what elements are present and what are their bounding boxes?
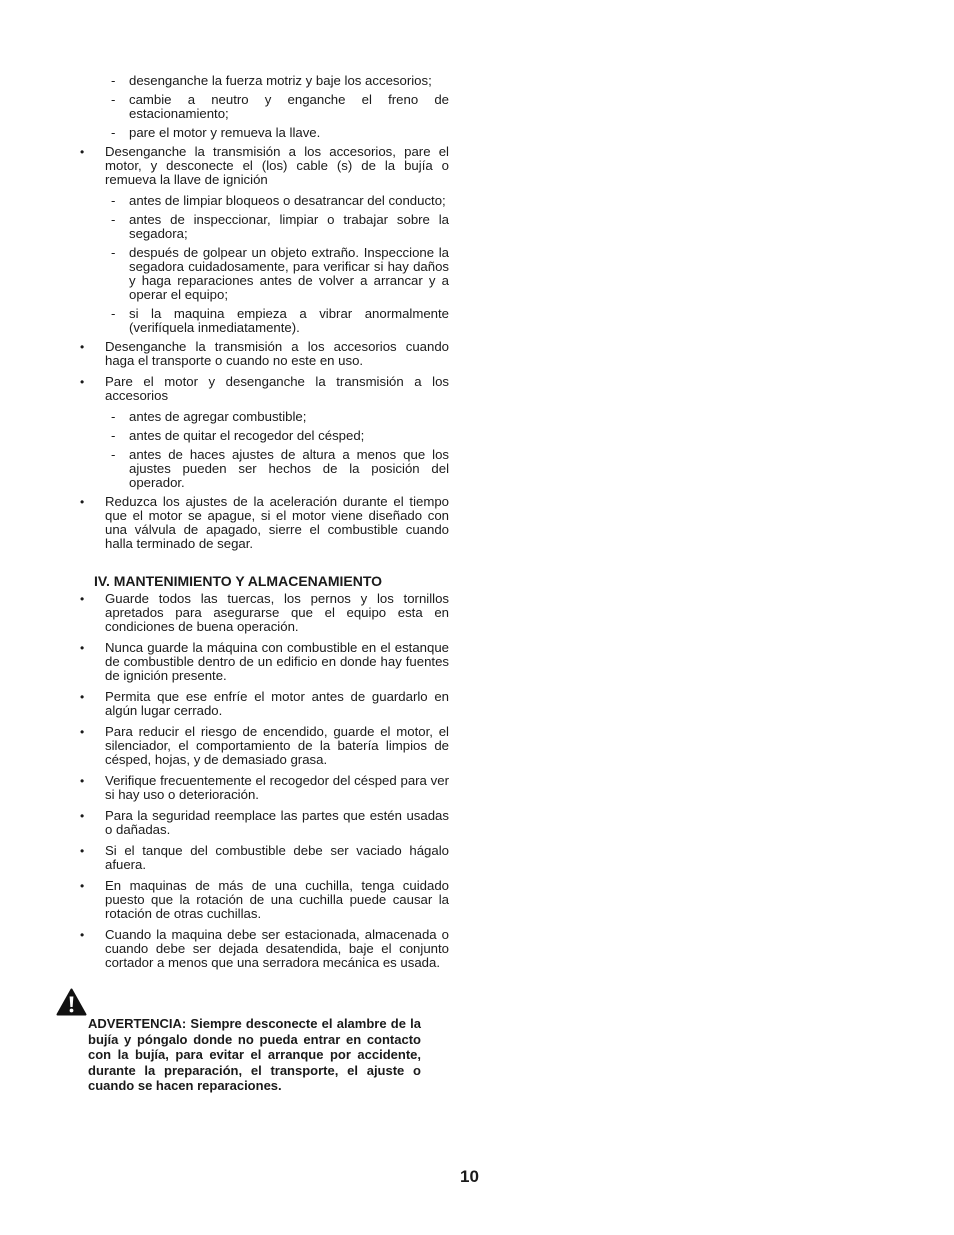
bullet-marker: •	[80, 844, 85, 858]
item-text: Pare el motor y desenganche la transmisión a los accesorios	[105, 374, 449, 403]
dash-marker: -	[111, 447, 116, 462]
dash-item	[80, 410, 449, 424]
warning-triangle-icon	[56, 988, 87, 1016]
bullet-marker: •	[80, 340, 85, 354]
bullet-item	[80, 879, 449, 921]
bullet-marker: •	[80, 879, 85, 893]
dash-item	[80, 246, 449, 302]
item-text: En maquinas de más de una cuchilla, tenga cuidado puesto que la rotación de una cuchilla puede causar la rotación de otras cuchillas.	[105, 878, 449, 921]
bullet-item	[80, 928, 449, 970]
bullet-marker: •	[80, 641, 85, 655]
bullet-item	[80, 375, 449, 403]
item-text: después de golpear un objeto extraño. Inspeccione la segadora cuidadosamente, para verificar si hay daños y haga reparaciones antes de volver a arrancar y a operar el equipo;	[129, 245, 449, 302]
bullet-item	[80, 690, 449, 718]
item-text: Verifique frecuentemente el recogedor del césped para ver si hay uso o deterioración.	[105, 773, 449, 802]
item-text: IV. MANTENIMIENTO Y ALMACENAMIENTO	[94, 573, 383, 589]
section-heading	[80, 574, 449, 588]
bullet-item	[80, 495, 449, 551]
bullet-marker: •	[80, 592, 85, 606]
dash-marker: -	[111, 212, 116, 227]
item-text: Desenganche la transmisión a los accesorios cuando haga el transporte o cuando no este en uso.	[105, 339, 449, 368]
dash-item	[80, 93, 449, 121]
bullet-item	[80, 725, 449, 767]
item-text: Nunca guarde la máquina con combustible en el estanque de combustible dentro de un edificio en donde hay fuentes de ignición presente.	[105, 640, 449, 683]
bullet-marker: •	[80, 774, 85, 788]
dash-item	[80, 74, 449, 88]
dash-item	[80, 429, 449, 443]
instruction-list	[80, 74, 449, 977]
dash-marker: -	[111, 92, 116, 107]
bullet-item	[80, 844, 449, 872]
bullet-item	[80, 340, 449, 368]
item-text: si la maquina empieza a vibrar anormalmente (verifíquela inmediatamente).	[129, 306, 449, 335]
dash-marker: -	[111, 428, 116, 443]
bullet-item	[80, 641, 449, 683]
item-text: Si el tanque del combustible debe ser vaciado hágalo afuera.	[105, 843, 449, 872]
bullet-item	[80, 592, 449, 634]
item-text: pare el motor y remueva la llave.	[129, 125, 321, 140]
bullet-marker: •	[80, 690, 85, 704]
dash-marker: -	[111, 193, 116, 208]
bullet-item	[80, 145, 449, 187]
bullet-item	[80, 809, 449, 837]
bullet-marker: •	[80, 928, 85, 942]
item-text: antes de agregar combustible;	[129, 409, 307, 424]
item-text: Guarde todos las tuercas, los pernos y los tornillos apretados para asegurarse que el equipo esta en condiciones de buena operación.	[105, 591, 449, 634]
dash-item	[80, 448, 449, 490]
dash-marker: -	[111, 409, 116, 424]
dash-item	[80, 213, 449, 241]
item-text: Para la seguridad reemplace las partes que estén usadas o dañadas.	[105, 808, 449, 837]
item-text: Cuando la maquina debe ser estacionada, almacenada o cuando debe ser dejada desatendida, baje el conjunto cortador a menos que una serradora mecánica es usada.	[105, 927, 449, 970]
item-text: antes de haces ajustes de altura a menos que los ajustes pueden ser hechos de la posición del operador.	[129, 447, 449, 490]
warning-text: ADVERTENCIA: Siempre desconecte el alambre de la bujía y póngalo donde no pueda entrar en contacto con la bujía, para evitar el arranque por accidente, durante la preparación, el transporte, el ajuste o cuando se hacen reparaciones.	[88, 1016, 421, 1094]
item-text: Desenganche la transmisión a los accesorios, pare el motor, y desconecte el (los) cable (s) de la bujía o remueva la llave de ignición	[105, 144, 449, 187]
item-text: desenganche la fuerza motriz y baje los accesorios;	[129, 73, 432, 88]
item-text: antes de limpiar bloqueos o desatrancar del conducto;	[129, 193, 446, 208]
bullet-marker: •	[80, 495, 85, 509]
bullet-marker: •	[80, 375, 85, 389]
item-text: antes de quitar el recogedor del césped;	[129, 428, 365, 443]
item-text: cambie a neutro y enganche el freno de estacionamiento;	[129, 92, 449, 121]
page-number: 10	[460, 1167, 479, 1186]
bullet-item	[80, 774, 449, 802]
bullet-marker: •	[80, 809, 85, 823]
bullet-marker: •	[80, 725, 85, 739]
bullet-marker: •	[80, 145, 85, 159]
item-text: Para reducir el riesgo de encendido, guarde el motor, el silenciador, el comportamiento de la batería limpios de césped, hojas, y de demasiado grasa.	[105, 724, 449, 767]
item-text: Permita que ese enfríe el motor antes de guardarlo en algún lugar cerrado.	[105, 689, 449, 718]
dash-marker: -	[111, 73, 116, 88]
dash-marker: -	[111, 245, 116, 260]
dash-marker: -	[111, 306, 116, 321]
dash-item	[80, 126, 449, 140]
dash-marker: -	[111, 125, 116, 140]
dash-item	[80, 194, 449, 208]
dash-item	[80, 307, 449, 335]
item-text: antes de inspeccionar, limpiar o trabajar sobre la segadora;	[129, 212, 449, 241]
item-text: Reduzca los ajustes de la aceleración durante el tiempo que el motor se apague, si el motor viene diseñado con una válvula de apagado, sierre el combustible cuando halla terminado de segar.	[105, 494, 449, 551]
